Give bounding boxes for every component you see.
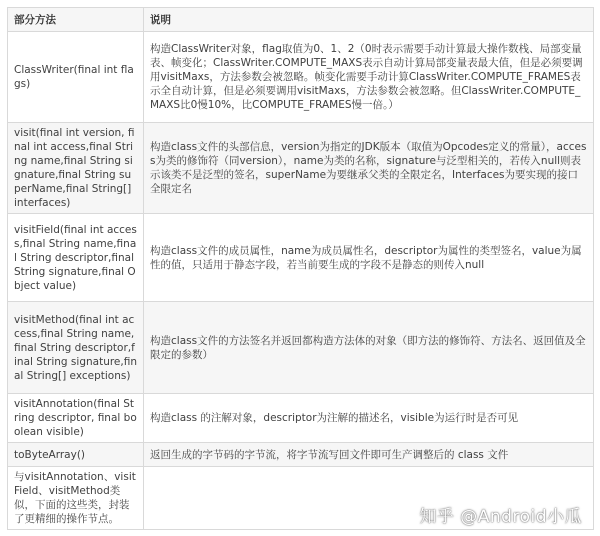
- method-description: 返回生成的字节码的字节流，将字节流写回文件即可生产调整后的 class 文件: [144, 443, 594, 467]
- table-row: [8, 302, 594, 394]
- method-name: visitMethod(final int access,final String name,final String descriptor,final String signature,final String[] exceptions): [8, 302, 144, 394]
- classwriter-methods-table: [7, 7, 594, 530]
- method-name: 与visitAnnotation、visitField、visitMethod类似，下面的这些类，封装了更精细的操作节点。: [8, 467, 144, 530]
- table-header-row: [8, 8, 594, 32]
- zhihu-watermark: 知乎 @Android小瓜: [419, 507, 582, 527]
- table-row: [8, 32, 594, 123]
- header-method: 部分方法: [8, 8, 144, 32]
- table-row: [8, 214, 594, 302]
- table-row: [8, 394, 594, 443]
- table-row: [8, 123, 594, 214]
- method-description: 构造ClassWriter对象，flag取值为0、1、2（0时表示需要手动计算最大操作数栈、局部变量表、帧变化；ClassWriter.COMPUTE_MAXS表示自动计算局部变量表最大值，但是必须要调用visitMaxs，方法参数会被忽略。帧变化需要手动计算ClassWriter.COMPUTE_FRAMES表示全自动计算，但是必须要调用visitMaxs，方法参数会被忽略。但ClassWriter.COMPUTE_MAXS比0慢10%，比COMPUTE_FRAMES慢一倍。）: [144, 32, 594, 123]
- method-description: 构造class文件的方法签名并返回都构造方法体的对象（即方法的修饰符、方法名、返回值及全限定的参数）: [144, 302, 594, 394]
- method-name: visit(final int version, final int access,final String name,final String signature,final String superName,final String[] interfaces): [8, 123, 144, 214]
- method-description: 构造class 的注解对象，descriptor为注解的描述名，visible为运行时是否可见: [144, 394, 594, 443]
- method-name: toByteArray(): [8, 443, 144, 467]
- api-document: [7, 7, 593, 530]
- method-name: visitField(final int access,final String name,final String descriptor,final String signature,final Object value): [8, 214, 144, 302]
- method-description: 构造class文件的成员属性，name为成员属性名，descriptor为属性的类型签名，value为属性的值，只适用于静态字段，若当前要生成的字段不是静态的则传入null: [144, 214, 594, 302]
- header-description: 说明: [144, 8, 594, 32]
- method-name: visitAnnotation(final String descriptor, final boolean visible): [8, 394, 144, 443]
- method-name: ClassWriter(final int flags): [8, 32, 144, 123]
- method-description: 构造class文件的头部信息，version为指定的JDK版本（取值为Opcodes定义的常量），access为类的修饰符（同version），name为类的名称，signature与泛型相关的，若传入null则表示该类不是泛型的签名，superName为要继承父类的全限定名，Interfaces为要实现的接口全限定名: [144, 123, 594, 214]
- table-row: [8, 443, 594, 467]
